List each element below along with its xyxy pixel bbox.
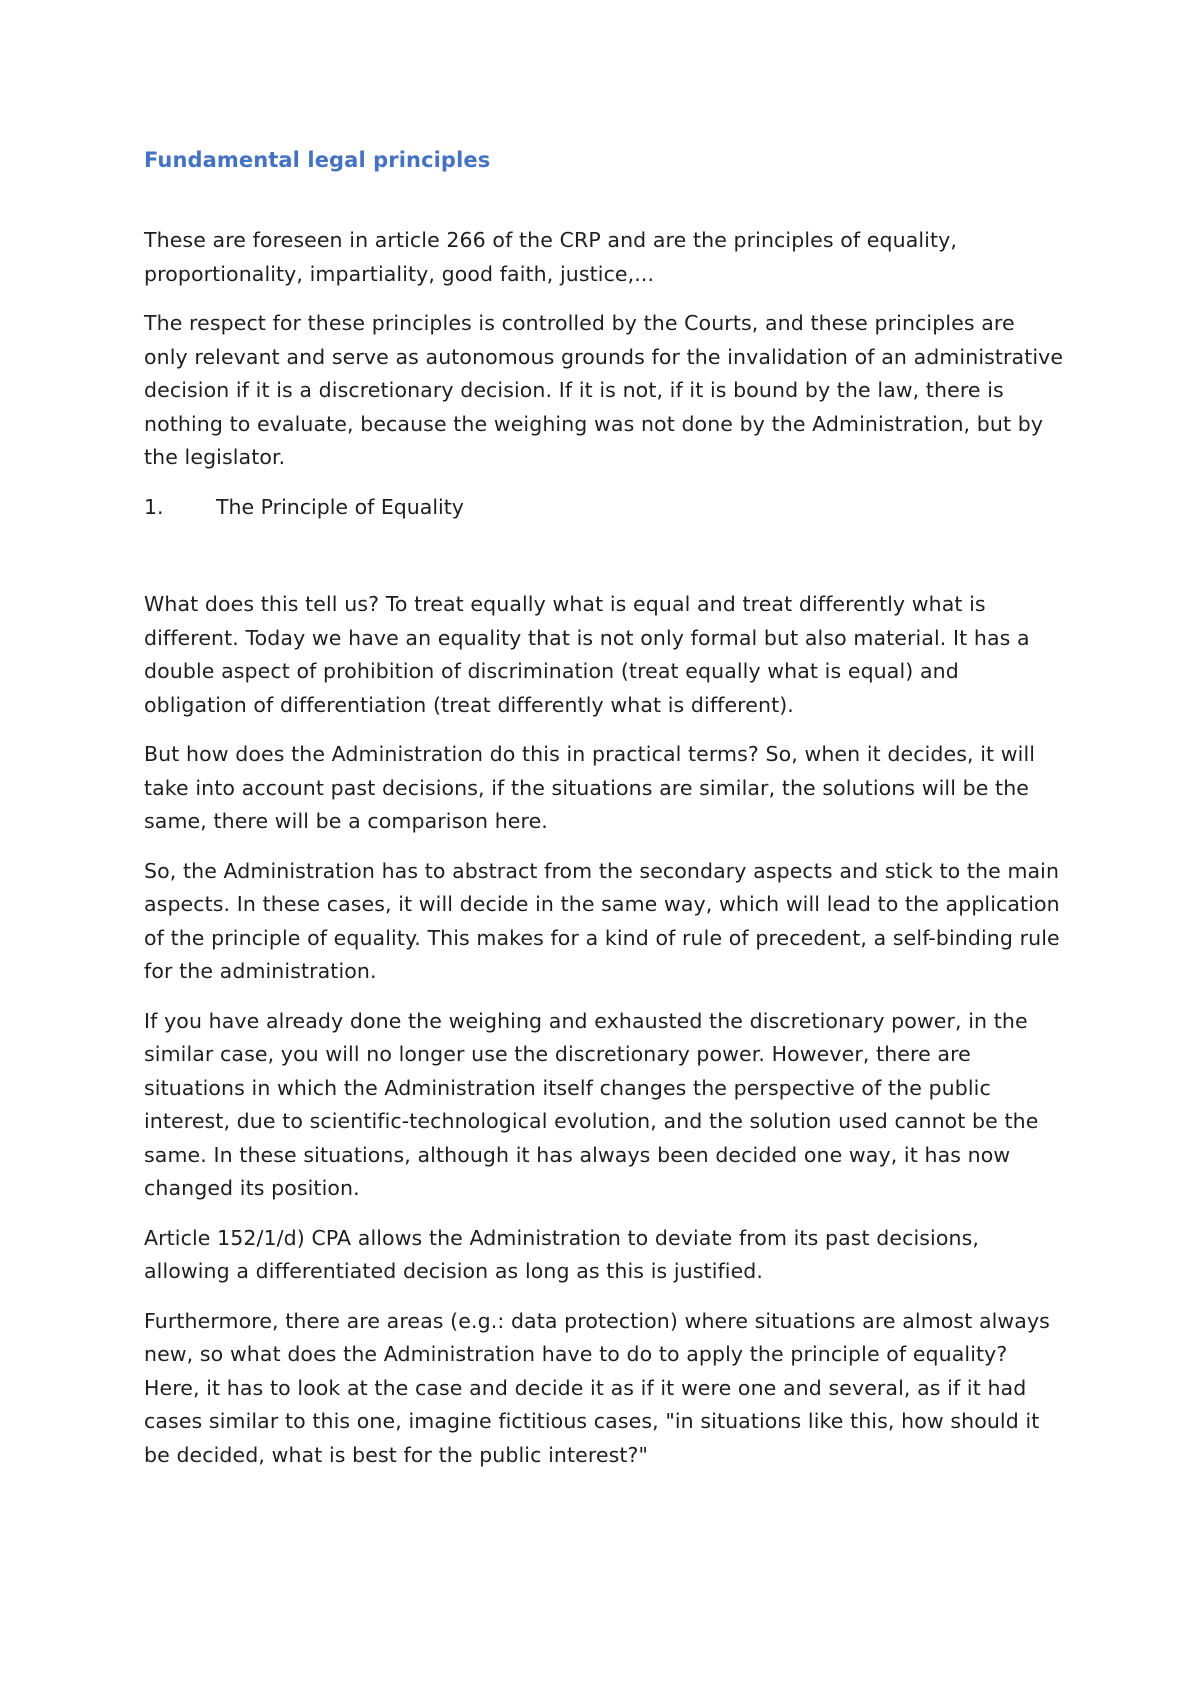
spacer (144, 540, 1064, 588)
paragraph-what-does-this-tell-us: What does this tell us? To treat equally what is equal and treat differently what is different. Today we have an equality that is not only formal but also material. It has a double aspect of prohibition of discrimination (treat equally what is equal) and obligation of differentiation (treat differently what is different). (144, 592, 1030, 717)
numbered-list-item (144, 491, 1064, 525)
document-heading: Fundamental legal principles (144, 148, 491, 172)
document-body (144, 140, 1064, 1488)
spacer (144, 180, 1064, 224)
list-item-title: The Principle of Equality (216, 494, 464, 519)
list-item-number: 1. (144, 494, 164, 519)
paragraph-foreseen-in-article: These are foreseen in article 266 of the CRP and are the principles of equality, proportionality, impartiality, good faith, justice,... (144, 228, 957, 286)
paragraph-abstract-secondary-aspects: So, the Administration has to abstract from the secondary aspects and stick to the main aspects. In these cases, it will decide in the same way, which will lead to the application of the principle of equality. This makes for a kind of rule of precedent, a self-binding rule for the administration. (144, 858, 1060, 983)
paragraph-respect-for-principles: The respect for these principles is controlled by the Courts, and these principles are only relevant and serve as autonomous grounds for the invalidation of an administrative decision if it is a discretionary decision. If it is not, if it is bound by the law, there is nothing to evaluate, because the weighing was not done by the Administration, but by the legislator. (144, 311, 1064, 469)
paragraph-data-protection: Furthermore, there are areas (e.g.: data protection) where situations are almost always new, so what does the Administration have to do to apply the principle of equality? Here, it has to look at the case and decide it as if it were one and several, as if it had cases similar to this one, imagine fictitious cases, "in situations like this, how should it be decided, what is best for the public interest?" (144, 1308, 1050, 1467)
paragraph-practical-terms: But how does the Administration do this in practical terms? So, when it decides, it will take into account past decisions, if the situations are similar, the solutions will be the same, there will be a comparison here. (144, 742, 1036, 833)
paragraph-discretionary-power: If you have already done the weighing and exhausted the discretionary power, in the similar case, you will no longer use the discretionary power. However, there are situations in which the Administration itself changes the perspective of the public interest, due to scientific-technological evolution, and the solution used cannot be the same. In these situations, although it has always been decided one way, it has now changed its position. (144, 1008, 1039, 1200)
paragraph-article-152: Article 152/1/d) CPA allows the Administration to deviate from its past decisions, allowing a differentiated decision as long as this is justified. (144, 1225, 979, 1283)
